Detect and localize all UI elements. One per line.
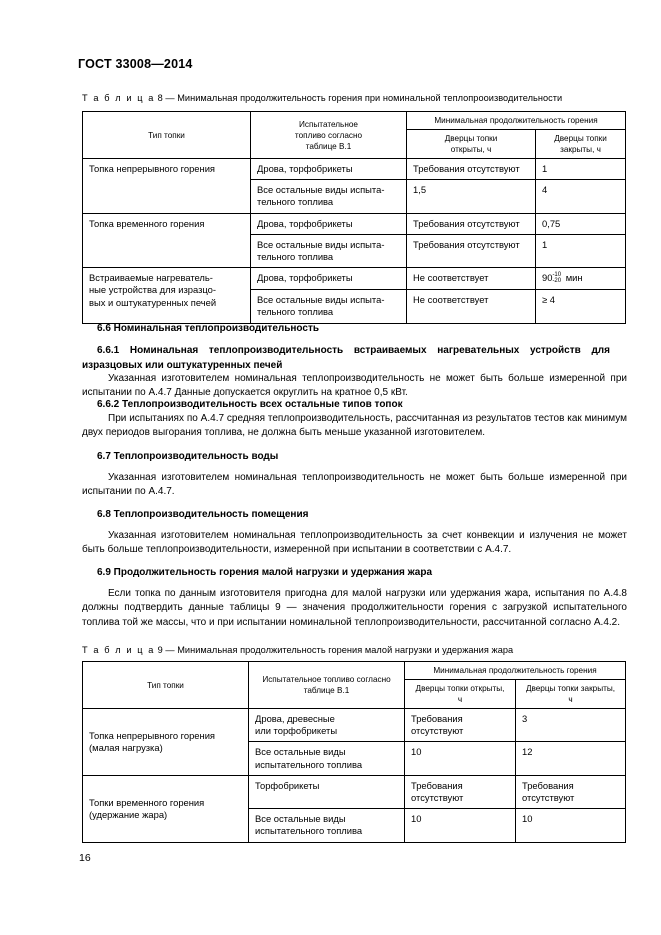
table8-th-doors-closed [536,130,626,159]
table9-cell-closed-1: 12 [516,742,626,775]
table-row [83,213,626,234]
section-heading-6-8: 6.8 Теплопроизводительность помещения [97,509,309,520]
table8-th-fuel [251,112,407,159]
table9-cell-closed-0: 3 [516,709,626,742]
table9-cell-open-0: Требования отсутствуют [405,709,516,742]
table8-cell-type-2: Топка временного горения [83,213,251,268]
table9-body [83,709,626,843]
table9-cell-type-2: Топки временного горения (удержание жара) [83,775,249,842]
table8-cell-type-0: Топка непрерывного горения [83,159,251,214]
table9-th-type: Тип топки [83,662,249,709]
table-row [83,775,626,808]
table8-cell-fuel-4: Дрова, торфобрикеты [251,268,407,290]
table8-th-doors-open-line2: открыты, ч [450,145,492,154]
section-heading-6-9: 6.9 Продолжительность горения малой нагрузки и удержания жара [97,567,433,578]
table9-th-group: Минимальная продолжительность горения [405,662,626,680]
table9-caption [82,645,627,655]
table9-cell-fuel-3: Все остальные виды испытательного топлива [249,809,405,842]
table8-th-group: Минимальная продолжительность горения [407,112,626,130]
table8-tolerance-lower: -20 [552,278,562,285]
table8-cell-fuel-5: Все остальные виды испыта- тельного топлива [251,290,407,323]
table8-body [83,159,626,324]
table9-th-fuel-line2: таблице В.1 [303,686,350,695]
table9-cell-fuel-1: Все остальные виды испытательного топлива [249,742,405,775]
table8-cell-closed-4-unit: мин [565,272,583,284]
table8-head [83,112,626,159]
table8-th-doors-closed-line2: закрыты, ч [560,145,601,154]
table8-header-row-1 [83,112,626,130]
table8-cell-open-0: Требования отсутствуют [407,159,536,180]
page-number: 16 [79,852,91,864]
table8-cell-fuel-3: Все остальные виды испыта- тельного топлива [251,234,407,267]
section-heading-6-6: 6.6 Номинальная теплопроизводительность [97,323,320,334]
table9-head [83,662,626,709]
table9-header-row-1 [83,662,626,680]
table9-cell-closed-3: 10 [516,809,626,842]
table-row [83,159,626,180]
table8-cell-fuel-0: Дрова, торфобрикеты [251,159,407,180]
section-body-6-6-1: Указанная изготовителем номинальная теплопроизводительность не может быть больше измеренной при испытании по А.4.7 Данные допускается округлить на кратное 0,5 кВт. [82,373,627,399]
table8-caption-number: 8 [157,93,163,103]
table8-cell-open-4: Не соответствует [407,268,536,290]
table9 [82,661,626,843]
table-row [83,268,626,290]
table8-cell-open-1: 1,5 [407,180,536,213]
table8-caption-label: Т а б л и ц а [82,93,155,103]
table8-th-type: Тип топки [83,112,251,159]
table9-cell-fuel-0: Дрова, древесные или торфобрикеты [249,709,405,742]
table9-th-fuel [249,662,405,709]
table9-th-doors-closed-line2: ч [568,695,573,704]
table8-th-fuel-line3: таблице В.1 [305,141,352,151]
table8-tolerance-upper: -10 [552,271,562,278]
table9-th-doors-open [405,680,516,709]
table8-th-doors-open [407,130,536,159]
table8-cell-open-2: Требования отсутствуют [407,213,536,234]
table8-caption-text: — Минимальная продолжительность горения при номинальной теплопрооизводительности [165,93,563,103]
table9-caption-label: Т а б л и ц а [82,645,155,655]
table8-caption [82,93,627,103]
section-heading-6-6-2: 6.6.2 Теплопроизводительность всех остальные типов топок [97,399,403,410]
section-heading-6-6-1: 6.6.1 Номинальная теплопроизводительность встраиваемых нагревательных устройств для изразцовых или оштукатуренных печей [82,345,610,371]
table9-th-doors-open-line2: ч [457,695,463,704]
table8-cell-closed-2: 0,75 [536,213,626,234]
table9-th-doors-open-line1: Дверцы топки открыты, [415,684,505,693]
section-body-6-8: Указанная изготовителем номинальная теплопроизводительность за счет конвекции и излучения не может быть больше теплопроизводительности, измеренной при испытании в соответствии с А.4.7. [82,530,627,556]
table9-cell-open-2: Требования отсутствуют [405,775,516,808]
table8-cell-closed-4 [536,268,626,290]
table8-cell-fuel-1: Все остальные виды испыта- тельного топлива [251,180,407,213]
table8-th-doors-open-line1: Дверцы топки [444,134,498,143]
table9-cell-type-0: Топка непрерывного горения (малая нагрузка) [83,709,249,776]
section-body-6-7: Указанная изготовителем номинальная теплопроизводительность не может быть больше измеренной при испытании по А.4.7. [82,472,627,498]
table8-th-doors-closed-line1: Дверцы топки [554,134,607,143]
section-body-6-9: Если топка по данным изготовителя пригодна для малой нагрузки или удержания жара, испытания по А.4.8 должны подтвердить данные таблицы 9 — значения продолжительности горения с загрузкой испытательного топлива той же массы, что и при испытании номинальной теплопроизводительности, рассчитанной согласно А.4.2. [82,588,627,628]
table9-th-doors-closed [516,680,626,709]
table8-cell-closed-3: 1 [536,234,626,267]
table9-cell-open-1: 10 [405,742,516,775]
table9-cell-fuel-2: Торфобрикеты [249,775,405,808]
table8-cell-open-3: Требования отсутствуют [407,234,536,267]
table-row [83,709,626,742]
table9-cell-closed-2: Требования отсутствуют [516,775,626,808]
table9-caption-text: — Минимальная продолжительность горения малой нагрузки и удержания жара [165,645,514,655]
table8-cell-closed-4-base: 90 [542,272,553,284]
section-body-6-6-2: При испытаниях по А.4.7 средняя теплопроизводительность, рассчитанная из результатов тестов как минимум двух периодов выгорания топлива, не должна быть меньше указанной изготовителем. [82,413,627,439]
table9-th-doors-closed-line1: Дверцы топки закрыты, [525,684,616,693]
table8-cell-closed-4-tolerance [552,272,561,285]
table8-th-fuel-line2: топливо согласно [294,130,363,140]
table8-th-fuel-line1: Испытательное [299,119,358,129]
table8-cell-closed-1: 4 [536,180,626,213]
section-heading-6-7: 6.7 Теплопроизводительность воды [97,451,279,462]
table9-caption-number: 9 [157,645,163,655]
table8-cell-closed-0: 1 [536,159,626,180]
table8-cell-type-4: Встраиваемые нагреватель- ные устройства для изразцо- вых и оштукатуренных печей [83,268,251,323]
table8-cell-closed-5: ≥ 4 [536,290,626,323]
table9-cell-open-3: 10 [405,809,516,842]
table9-th-fuel-line1: Испытательное топливо согласно [262,675,391,684]
page-header-standard-number: ГОСТ 33008—2014 [78,57,193,71]
table8-cell-fuel-2: Дрова, торфобрикеты [251,213,407,234]
table8 [82,111,626,324]
table8-cell-open-5: Не соответствует [407,290,536,323]
